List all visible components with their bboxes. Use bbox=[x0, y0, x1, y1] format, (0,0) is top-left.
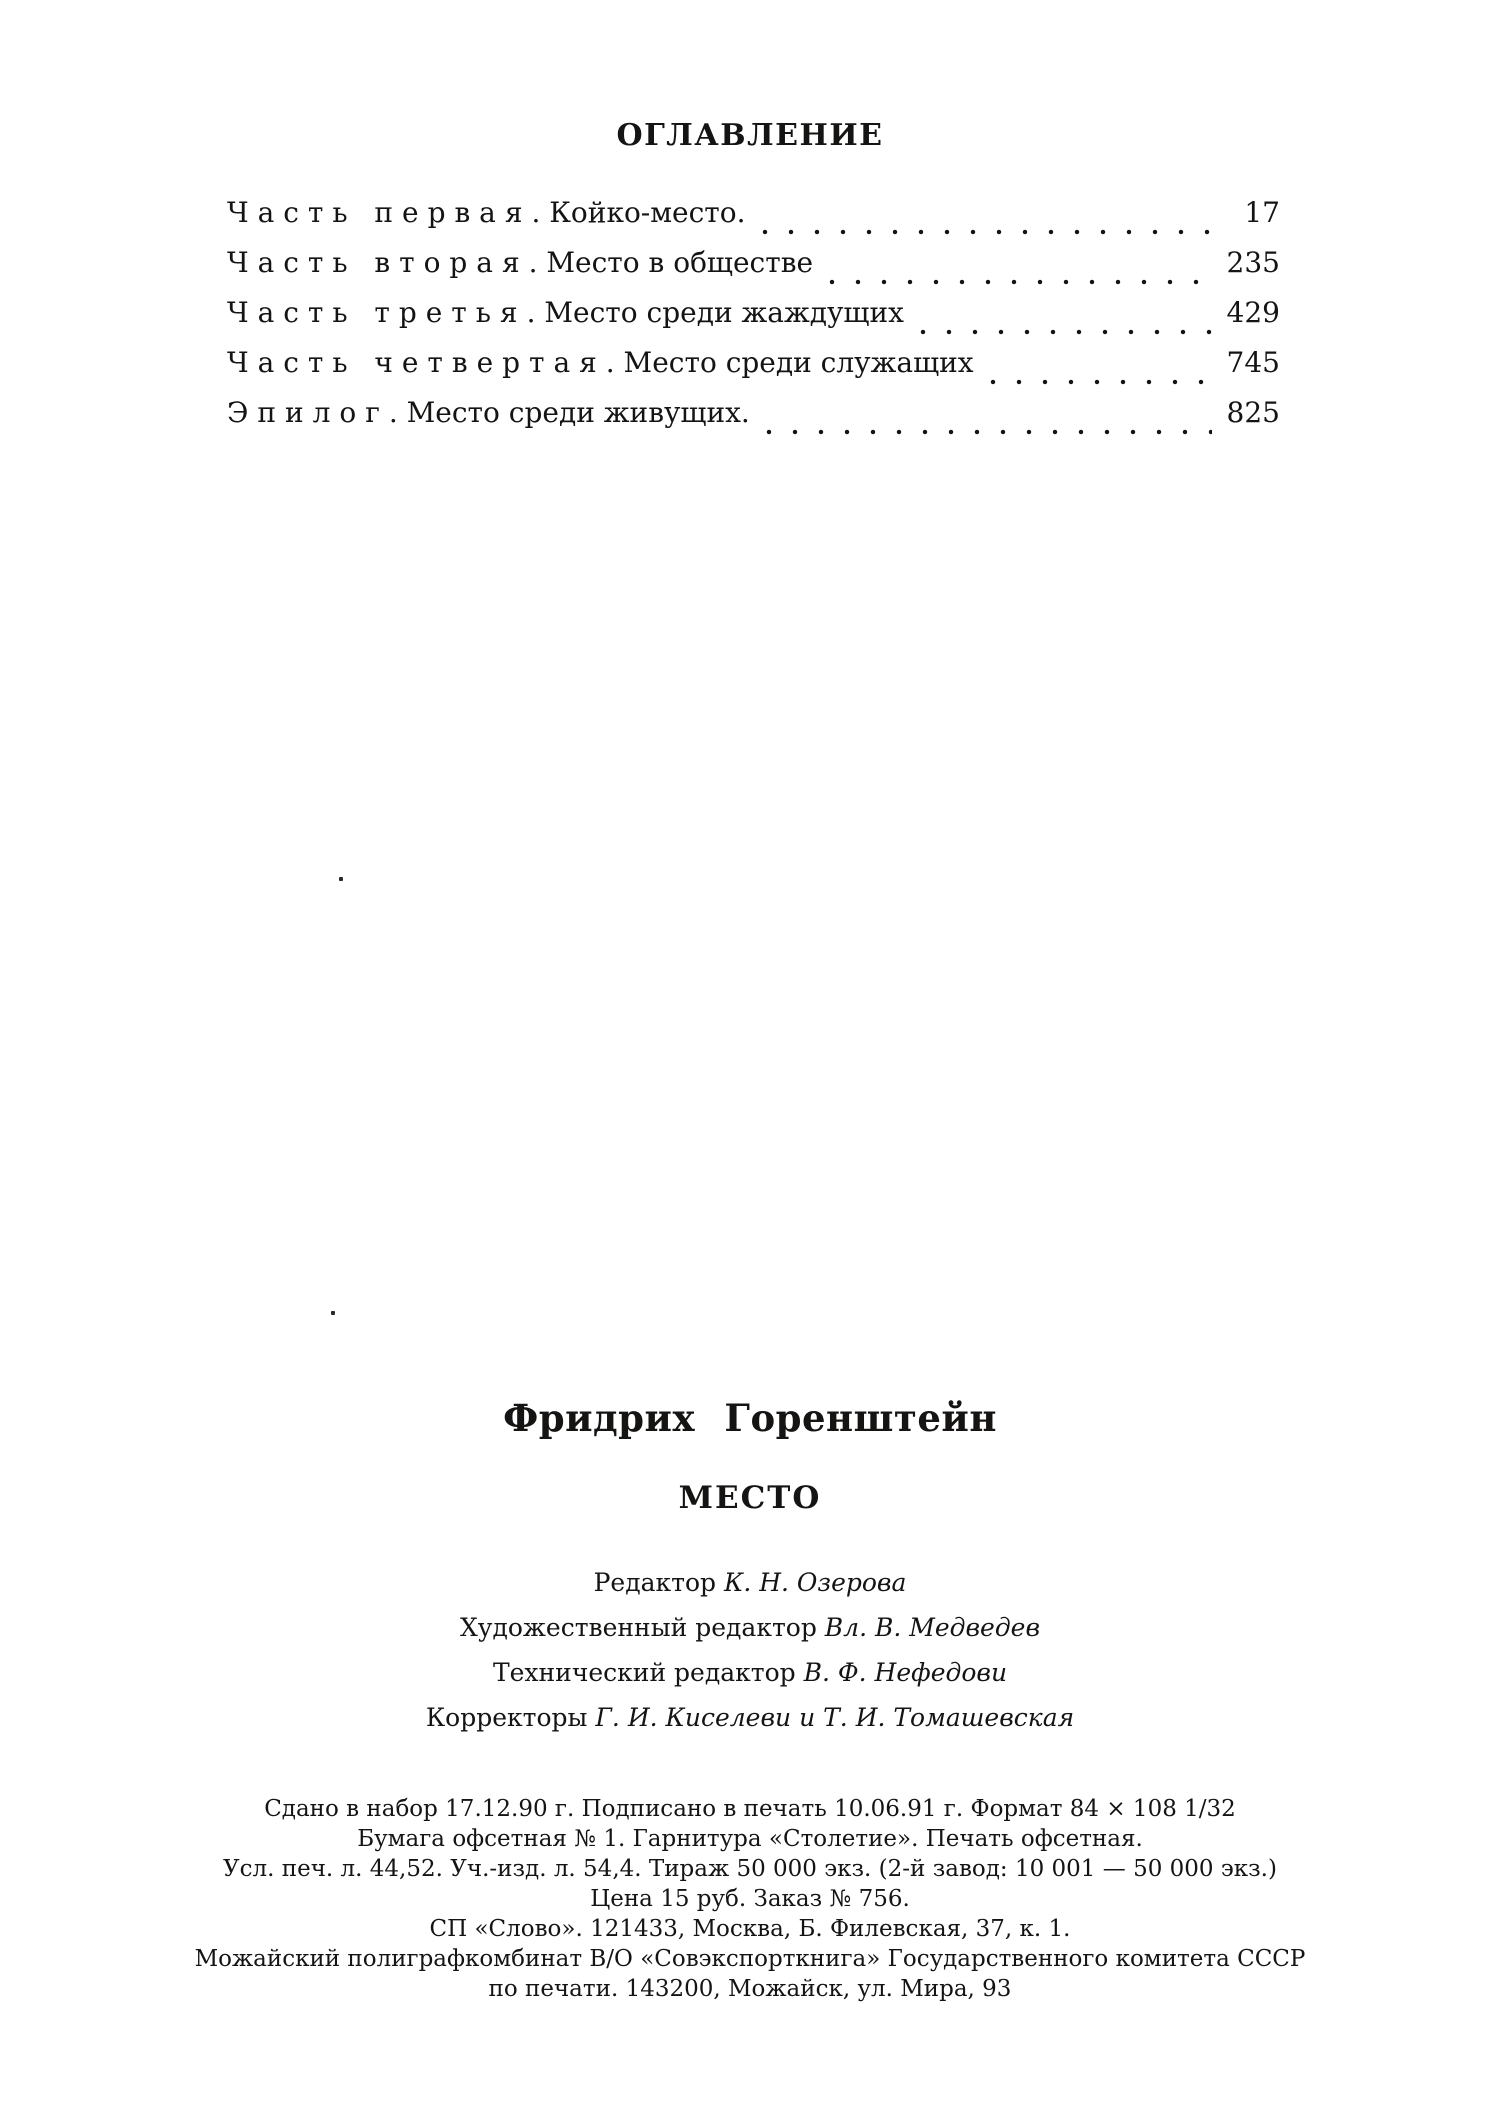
staff-credit-line bbox=[0, 1695, 1500, 1740]
colophon-line: Бумага офсетная № 1. Гарнитура «Столетие». Печать офсетная. bbox=[357, 1826, 1143, 1852]
staff-credit-line bbox=[0, 1650, 1500, 1695]
dot-leader bbox=[756, 396, 1212, 446]
colophon-line: Сдано в набор 17.12.90 г. Подписано в печать 10.06.91 г. Формат 84 × 108 1/32 bbox=[264, 1796, 1236, 1822]
toc-entry-page-number: 429 bbox=[1226, 296, 1280, 329]
toc-entry-page-number: 17 bbox=[1244, 196, 1280, 229]
toc-entry-label: Часть первая bbox=[227, 196, 532, 229]
dot-leader bbox=[910, 296, 1212, 346]
toc-entry-label: Часть третья bbox=[227, 296, 527, 329]
staff-credits bbox=[0, 1560, 1500, 1740]
toc-title: ОГЛАВЛЕНИЕ bbox=[616, 118, 884, 153]
toc-entry-text: . Место среди служащих bbox=[605, 346, 974, 379]
toc-entry bbox=[227, 396, 1280, 446]
staff-person-name: Г. И. Киселеви и Т. И. Томашевская bbox=[595, 1703, 1075, 1732]
toc-entry-page-number: 235 bbox=[1226, 246, 1280, 279]
dot-leader bbox=[819, 246, 1212, 296]
toc-list bbox=[227, 196, 1280, 446]
colophon-line: Усл. печ. л. 44,52. Уч.-изд. л. 54,4. Тираж 50 000 экз. (2-й завод: 10 001 — 50 000 экз.) bbox=[223, 1856, 1277, 1882]
scan-speck bbox=[339, 877, 343, 881]
colophon-line: СП «Слово». 121433, Москва, Б. Филевская, 37, к. 1. bbox=[429, 1916, 1071, 1942]
dot-leader bbox=[980, 346, 1212, 396]
toc-entry bbox=[227, 296, 1280, 346]
staff-role: Редактор bbox=[593, 1568, 717, 1597]
staff-credit-line bbox=[0, 1560, 1500, 1605]
colophon-line: Можайский полиграфкомбинат В/О «Совэкспорткнига» Государственного комитета СССР bbox=[194, 1946, 1306, 1972]
toc-entry-page-number: 825 bbox=[1226, 396, 1280, 429]
toc-entry-text: . Место среди живущих. bbox=[388, 396, 750, 429]
staff-credit-line bbox=[0, 1605, 1500, 1650]
staff-role: Корректоры bbox=[425, 1703, 588, 1732]
dot-leader bbox=[752, 196, 1212, 246]
toc-entry-text: . Место в обществе bbox=[528, 246, 814, 279]
staff-role: Художественный редактор bbox=[459, 1613, 817, 1642]
staff-person-name: В. Ф. Нефедови bbox=[803, 1658, 1008, 1687]
toc-entry-label: Часть четвертая bbox=[227, 346, 606, 379]
toc-entry-page-number: 745 bbox=[1226, 346, 1280, 379]
toc-entry-text: . Место среди жаждущих bbox=[526, 296, 904, 329]
toc-entry bbox=[227, 346, 1280, 396]
staff-person-name: Вл. В. Медведев bbox=[824, 1613, 1041, 1642]
staff-role: Технический редактор bbox=[492, 1658, 796, 1687]
toc-entry-text: . Койко-место. bbox=[531, 196, 746, 229]
toc-entry-label: Часть вторая bbox=[227, 246, 529, 279]
colophon-line: Цена 15 руб. Заказ № 756. bbox=[590, 1886, 910, 1912]
colophon-line: по печати. 143200, Можайск, ул. Мира, 93 bbox=[488, 1976, 1012, 2002]
scan-speck bbox=[331, 1311, 335, 1315]
toc-entry-label: Эпилог bbox=[227, 396, 389, 429]
colophon bbox=[0, 1794, 1500, 2004]
staff-person-name: К. Н. Озерова bbox=[724, 1568, 907, 1597]
toc-entry bbox=[227, 246, 1280, 296]
toc-entry bbox=[227, 196, 1280, 246]
author-name: Фридрих Горенштейн bbox=[503, 1396, 997, 1440]
book-title: МЕСТО bbox=[678, 1480, 822, 1516]
